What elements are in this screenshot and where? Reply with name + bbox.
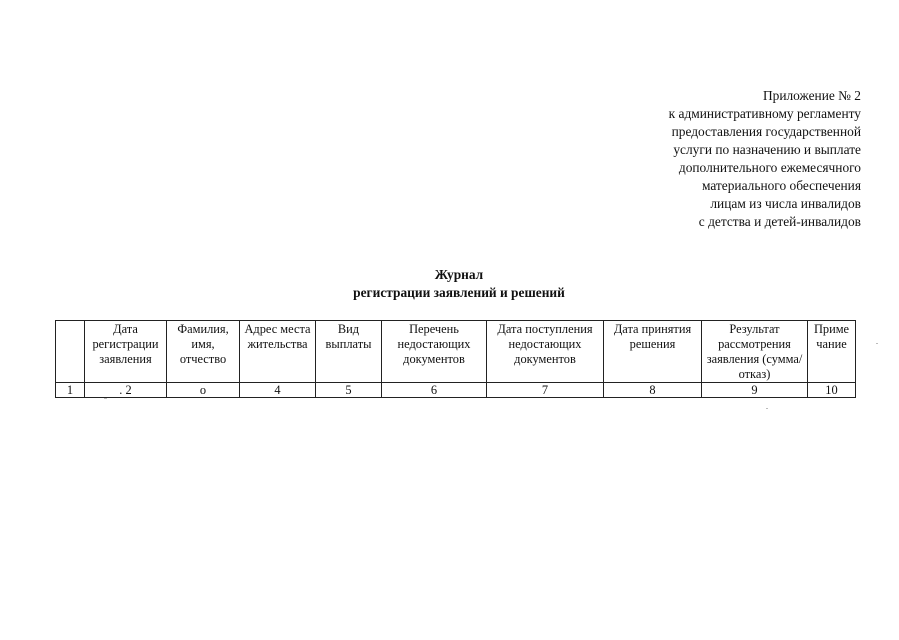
header-cell: Приме чание [808,321,856,383]
appendix-line: с детства и детей-инвалидов [698,214,861,229]
journal-table [55,320,856,398]
appendix-line: лицам из числа инвалидов [710,196,861,211]
appendix-line: дополнительного ежемесячного [678,160,861,175]
number-cell: . 2 [85,383,167,398]
number-cell: 5 [316,383,382,398]
scan-speck [104,398,107,399]
number-cell: 1 [56,383,85,398]
number-cell: 10 [808,383,856,398]
journal-title-block [0,266,899,302]
number-cell: 9 [702,383,808,398]
number-cell: 8 [604,383,702,398]
number-cell: 7 [487,383,604,398]
header-cell: Дата принятия решения [604,321,702,383]
header-cell: Фамилия, имя, отчество [167,321,240,383]
header-cell: Адрес места жительства [240,321,316,383]
number-cell: 4 [240,383,316,398]
scan-speck [766,408,768,409]
appendix-line: Приложение № 2 [762,88,861,103]
appendix-line: услуги по назначению и выплате [673,142,861,157]
header-cell: Дата регистрации заявления [85,321,167,383]
table-number-row [56,383,856,398]
number-cell: о [167,383,240,398]
appendix-line: материального обеспечения [701,178,861,193]
header-cell: Перечень недостающих документов [382,321,487,383]
scan-speck [876,343,878,344]
appendix-block [669,87,861,231]
header-cell: Вид выплаты [316,321,382,383]
journal-subtitle: регистрации заявлений и решений [353,285,565,300]
journal-title: Журнал [434,267,484,282]
header-cell [56,321,85,383]
header-cell: Дата поступления недостающих документов [487,321,604,383]
header-cell: Результат рассмотрения заявления (сумма/отказ) [702,321,808,383]
number-cell: 6 [382,383,487,398]
appendix-line: к административному регламенту [668,106,861,121]
table-header-row [56,321,856,383]
appendix-line: предоставления государственной [671,124,861,139]
